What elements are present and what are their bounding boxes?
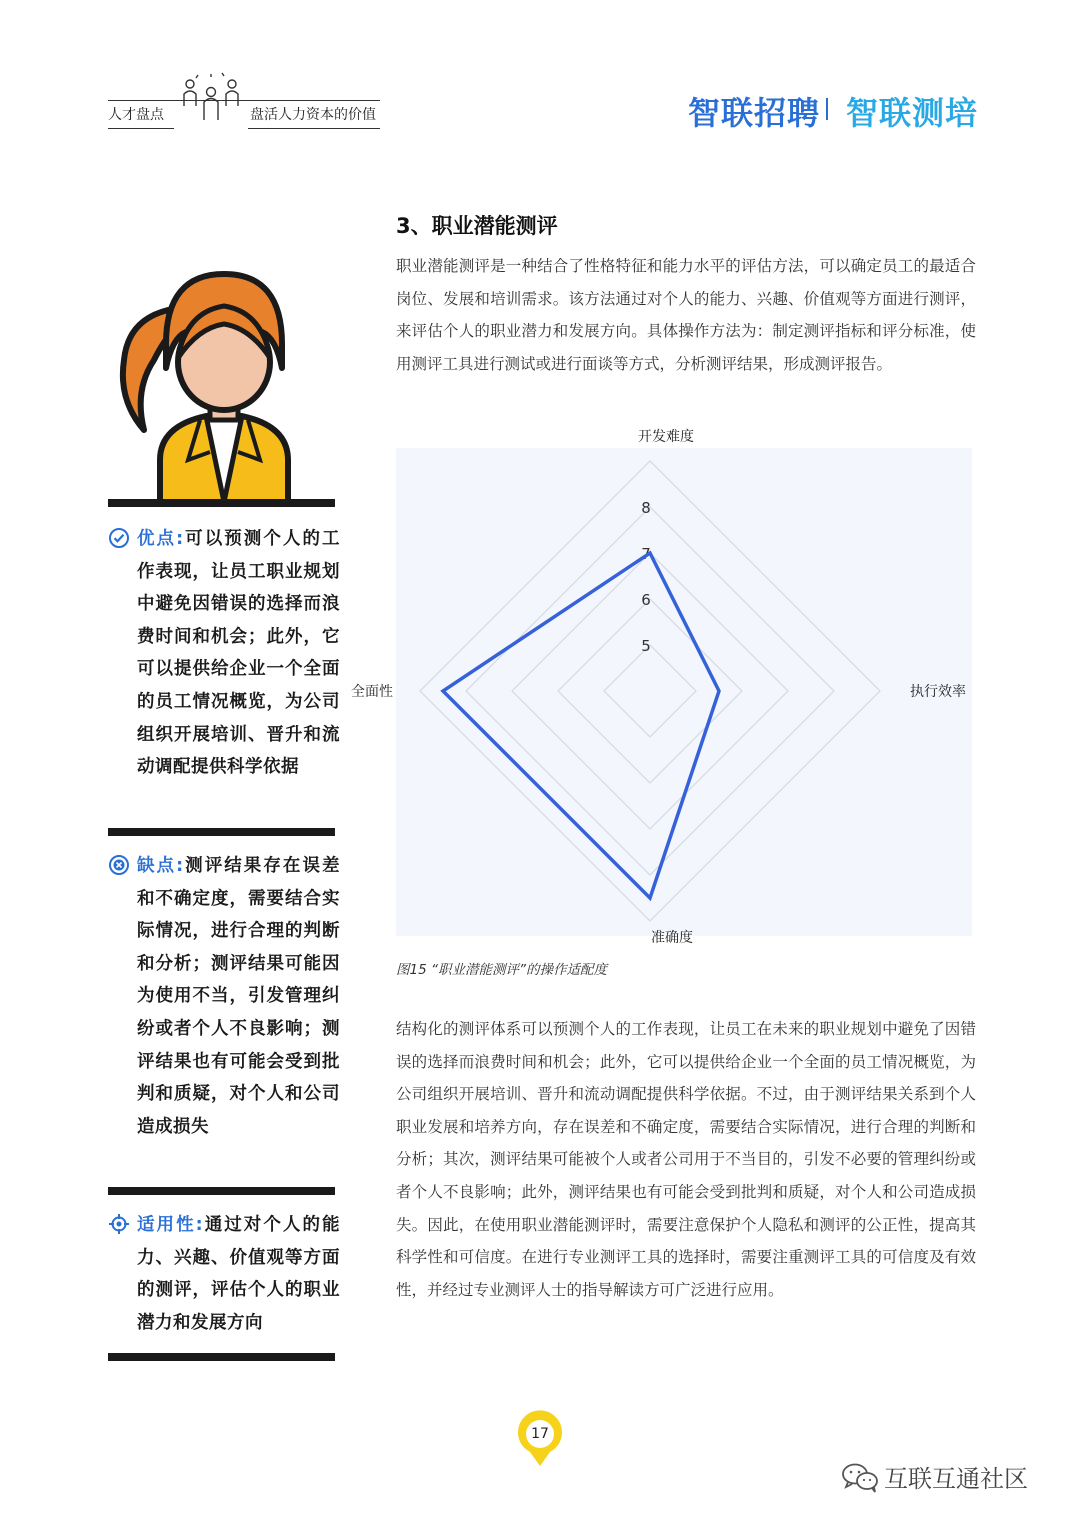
radar-tick-label: 7 <box>641 545 651 563</box>
brand-zhaopin-logo: 智联招聘 <box>688 94 821 132</box>
cons-label: 缺点: <box>137 856 184 876</box>
woman-avatar-illustration <box>108 270 336 510</box>
radar-chart-panel <box>351 429 972 946</box>
brand-divider <box>826 98 828 120</box>
body-paragraph: 结构化的测评体系可以预测个人的工作表现，让员工在未来的职业规划中避免了因错误的选择而浪费时间和机会；此外，它可以提供给企业一个全面的员工情况概览，为公司组织开展培训、晋升和流动调配提供科学依据。不过，由于测评结果关系到个人职业发展和培养方向，存在误差和不确定度，需要结合实际情况，进行合理的判断和分析；其次，测评结果可能被个人或者公司用于不当目的，引发不必要的管理纠纷或者个人不良影响；此外，测评结果也有可能会受到批判和质疑，对个人和公司造成损失。因此，在使用职业潜能测评时，需要注意保护个人隐私和测评的公正性，提高其科学性和可信度。在进行专业测评工具的选择时，需要注重测评工具的可信度及有效性，并经过专业测评人士的指导解读方可广泛进行应用。 <box>396 1020 976 1299</box>
pros-content: 可以预测个人的工作表现，让员工职业规划中避免因错误的选择而浪费时间和机会；此外，它可以提供给企业一个全面的员工情况概览，为公司组织开展培训、晋升和流动调配提供科学依据 <box>137 529 341 778</box>
pros-label: 优点: <box>137 529 184 549</box>
radar-axis-label: 执行效率 <box>910 684 966 700</box>
cons-content: 测评结果存在误差和不确定度，需要结合实际情况，进行合理的判断和分析；测评结果可能因为使用不当，引发管理纠纷或者个人不良影响；测评结果也有可能会受到批判和质疑，对个人和公司造成损失 <box>137 856 341 1137</box>
cons-text <box>137 850 340 1143</box>
page-number-badge <box>516 1412 564 1468</box>
x-circle-icon <box>108 854 130 876</box>
pros-text <box>137 523 340 784</box>
pros-block <box>108 523 340 784</box>
radar-grid-ring <box>420 461 880 921</box>
page-number: 17 <box>531 1426 549 1442</box>
radar-grid-ring <box>604 645 696 737</box>
applicability-content: 通过对个人的能力、兴趣、价值观等方面的测评，评估个人的职业潜力和发展方向 <box>137 1215 341 1333</box>
divider-bar-1 <box>108 499 335 507</box>
wechat-icon <box>840 1461 880 1495</box>
radar-tick-label: 6 <box>641 591 651 609</box>
header-left-label: 人才盘点 <box>108 107 164 123</box>
team-people-icon <box>174 70 248 130</box>
radar-grid-ring <box>558 599 742 783</box>
radar-tick-label: 8 <box>641 499 651 517</box>
radar-chart <box>351 429 972 946</box>
watermark-text: 互联互通社区 <box>884 1465 1028 1493</box>
header-bottom-rule-right <box>248 128 380 129</box>
header-bottom-rule-left <box>108 128 174 129</box>
brand-cepei-logo: 智联测培 <box>846 94 979 132</box>
section-title: 3、职业潜能测评 <box>396 214 558 238</box>
header-left-banner <box>108 70 380 130</box>
radar-axis-label: 准确度 <box>651 930 693 946</box>
applicability-text <box>137 1209 340 1339</box>
check-circle-icon <box>108 527 130 549</box>
applicability-block <box>108 1209 340 1339</box>
header-right-label: 盘活人力资本的价值 <box>250 107 376 123</box>
figure-caption: 图15 “职业潜能测评”的操作适配度 <box>396 962 607 978</box>
cons-block <box>108 850 340 1143</box>
applicability-label: 适用性: <box>137 1215 204 1235</box>
intro-paragraph: 职业潜能测评是一种结合了性格特征和能力水平的评估方法，可以确定员工的最适合岗位、发展和培训需求。该方法通过对个人的能力、兴趣、价值观等方面进行测评，来评估个人的职业潜力和发展方向。具体操作方法为：制定测评指标和评分标准，使用测评工具进行测试或进行面谈等方式，分析测评结果，形成测评报告。 <box>396 257 976 373</box>
crosshair-icon <box>108 1213 130 1235</box>
divider-bar-4 <box>108 1353 335 1361</box>
divider-bar-2 <box>108 828 335 836</box>
radar-axis-label: 全面性 <box>351 684 393 700</box>
divider-bar-3 <box>108 1187 335 1195</box>
radar-axis-label: 开发难度 <box>638 429 694 445</box>
radar-series-line <box>443 553 719 898</box>
radar-tick-label: 5 <box>641 637 651 655</box>
watermark <box>840 1457 1060 1497</box>
